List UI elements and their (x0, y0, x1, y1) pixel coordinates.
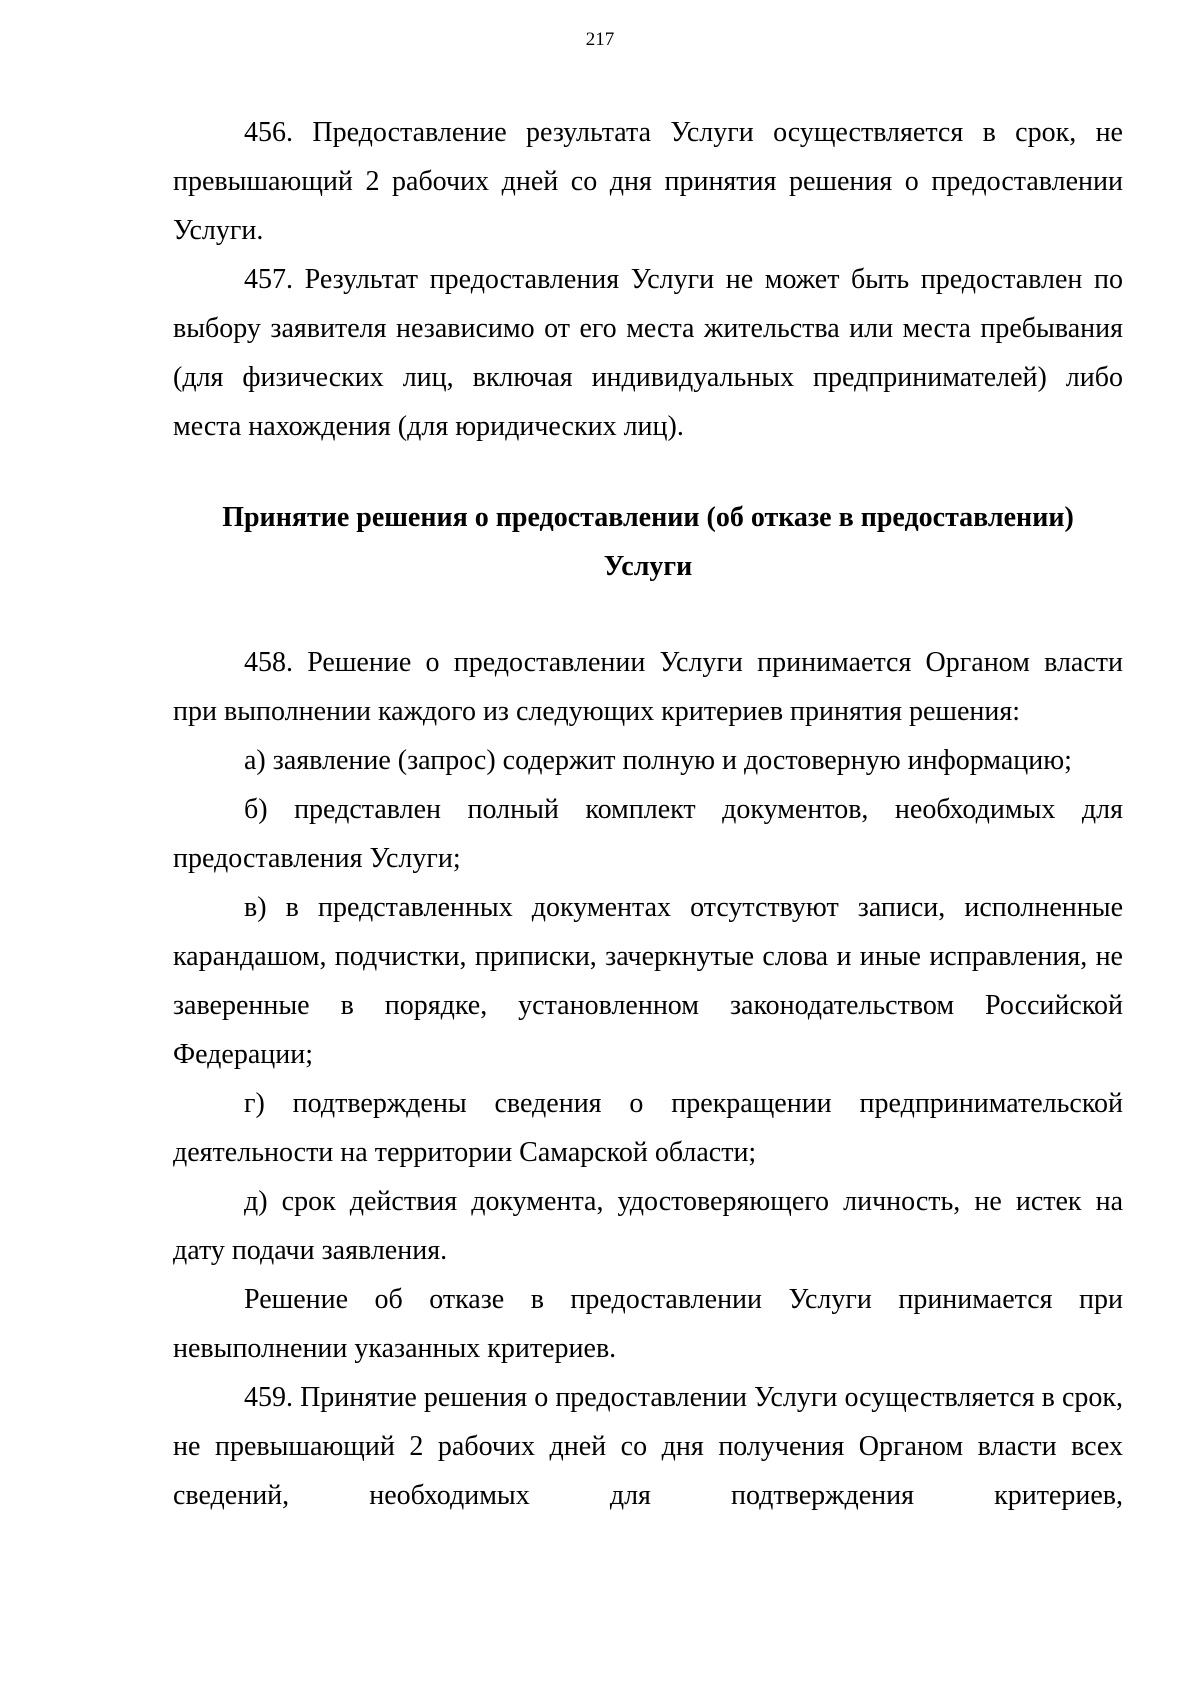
section-heading-line-1: Принятие решения о предоставлении (об отказе в предоставлении) (222, 502, 1074, 533)
criterion-b: б) представлен полный комплект документов, необходимых для предоставления Услуги; (173, 794, 1123, 874)
refusal-paragraph: Решение об отказе в предоставлении Услуги принимается при невыполнении указанных критериев. (173, 1284, 1123, 1364)
criterion-d: д) срок действия документа, удостоверяющего личность, не истек на дату подачи заявления. (173, 1186, 1123, 1266)
criterion-v: в) в представленных документах отсутствуют записи, исполненные карандашом, подчистки, приписки, зачеркнутые слова и иные исправления, не заверенные в порядке, установленном законодательством Российской Федерации; (173, 892, 1123, 1070)
document-body (173, 108, 1123, 1520)
paragraph-458: 458. Решение о предоставлении Услуги принимается Органом власти при выполнении каждого из следующих критериев принятия решения: (173, 647, 1123, 727)
paragraph-457: 457. Результат предоставления Услуги не может быть предоставлен по выбору заявителя независимо от его места жительства или места пребывания (для физических лиц, включая индивидуальных предпринимателей) либо места нахождения (для юридических лиц). (173, 264, 1123, 442)
criterion-a: а) заявление (запрос) содержит полную и достоверную информацию; (244, 745, 1072, 776)
paragraph-456: 456. Предоставление результата Услуги осуществляется в срок, не превышающий 2 рабочих дней со дня принятия решения о предоставлении Услуги. (173, 117, 1123, 246)
paragraph-459: 459. Принятие решения о предоставлении Услуги осуществляется в срок, не превышающий 2 рабочих дней со дня получения Органом власти всех сведений, необходимых для подтверждения критериев, (173, 1382, 1123, 1511)
criterion-g: г) подтверждены сведения о прекращении предпринимательской деятельности на территории Самарской области; (173, 1088, 1123, 1168)
section-heading (173, 493, 1123, 591)
page-number: 217 (585, 29, 615, 50)
section-heading-line-2: Услуги (603, 551, 693, 582)
